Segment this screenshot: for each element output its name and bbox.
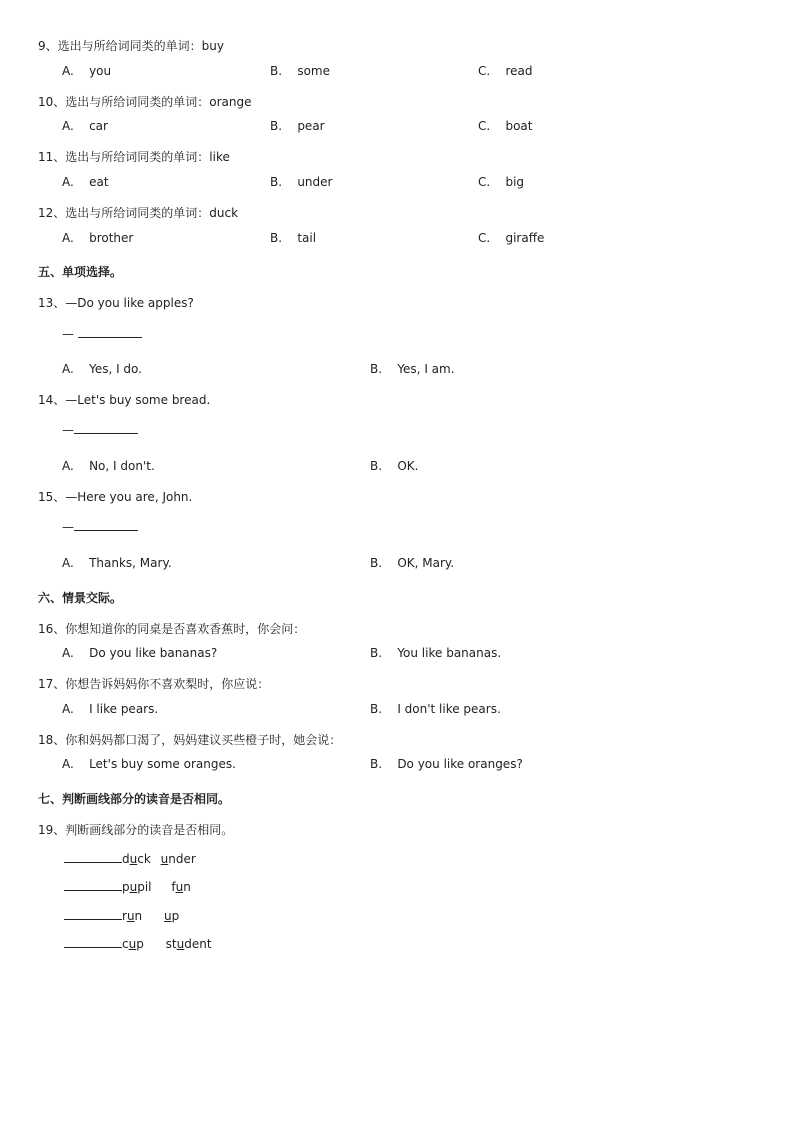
word-part: nder [168, 852, 196, 866]
question-9: 9、选出与所给词同类的单词：buy [38, 39, 224, 53]
underlined-letter: u [126, 909, 135, 923]
section-6-heading: 六、情景交际。 [38, 591, 123, 605]
word-1 [122, 909, 142, 923]
option-text: tail [297, 231, 317, 245]
word-part: d [122, 852, 130, 866]
word-1 [122, 937, 144, 951]
answer-blank[interactable] [74, 422, 138, 434]
option-text: you [89, 64, 112, 78]
word-part: n [183, 880, 191, 894]
option-text: OK. [397, 459, 419, 473]
option-11b[interactable] [270, 174, 332, 190]
option-letter: B. [370, 757, 383, 771]
option-letter: B. [270, 231, 283, 245]
option-10a[interactable] [62, 118, 108, 134]
option-letter: C. [478, 64, 491, 78]
option-text: pear [297, 119, 325, 133]
underlined-letter: u [129, 852, 138, 866]
question-10: 10、选出与所给词同类的单词：orange [38, 95, 252, 109]
option-letter: A. [62, 459, 74, 473]
option-text: brother [89, 231, 134, 245]
option-letter: B. [370, 459, 383, 473]
answer-blank[interactable] [64, 851, 122, 863]
option-text: Let's buy some oranges. [89, 757, 236, 771]
option-letter: C. [478, 231, 491, 245]
word-part: p [171, 909, 180, 923]
word-2 [166, 936, 212, 952]
option-11c[interactable] [478, 174, 524, 190]
option-letter: C. [478, 119, 491, 133]
answer-blank[interactable] [64, 879, 122, 891]
word-2 [171, 879, 190, 895]
option-text: You like bananas. [397, 646, 502, 660]
question-12: 12、选出与所给词同类的单词：duck [38, 206, 239, 220]
option-18a[interactable] [62, 756, 236, 772]
question-19: 19、判断画线部分的读音是否相同。 [38, 823, 234, 837]
option-18b[interactable] [370, 756, 523, 772]
option-12c[interactable] [478, 230, 544, 246]
underlined-letter: u [163, 909, 172, 923]
option-text: OK, Mary. [397, 556, 455, 570]
question-15: 15、—Here you are, John. [38, 490, 193, 504]
option-text: read [505, 64, 533, 78]
underlined-letter: u [176, 937, 185, 951]
word-part: c [122, 937, 129, 951]
phonics-row [64, 908, 179, 924]
option-13a[interactable] [62, 361, 142, 377]
option-9c[interactable] [478, 63, 533, 79]
option-text: car [89, 119, 108, 133]
option-15b[interactable] [370, 555, 454, 571]
option-letter: B. [270, 119, 283, 133]
word-1 [122, 852, 151, 866]
option-letter: A. [62, 757, 74, 771]
option-text: Do you like bananas? [89, 646, 218, 660]
option-letter: A. [62, 646, 74, 660]
option-15a[interactable] [62, 555, 172, 571]
option-text: No, I don't. [89, 459, 155, 473]
option-10c[interactable] [478, 118, 533, 134]
word-part: r [122, 909, 127, 923]
answer-blank[interactable] [74, 519, 138, 531]
option-14a[interactable] [62, 458, 155, 474]
option-letter: B. [370, 362, 383, 376]
question-13: 13、—Do you like apples? [38, 296, 194, 310]
option-text: eat [89, 175, 109, 189]
option-letter: B. [370, 556, 383, 570]
option-letter: A. [62, 702, 74, 716]
word-part: n [134, 909, 143, 923]
option-12a[interactable] [62, 230, 133, 246]
option-letter: A. [62, 231, 74, 245]
option-letter: B. [370, 702, 383, 716]
phonics-row [64, 936, 212, 952]
option-text: under [297, 175, 333, 189]
option-letter: A. [62, 64, 74, 78]
option-16b[interactable] [370, 645, 501, 661]
word-part: p [122, 880, 130, 894]
option-14b[interactable] [370, 458, 418, 474]
question-16: 16、你想知道你的同桌是否喜欢香蕉时，你会问： [38, 622, 306, 636]
underlined-letter: u [128, 937, 137, 951]
option-letter: C. [478, 175, 491, 189]
option-letter: A. [62, 362, 74, 376]
option-9b[interactable] [270, 63, 330, 79]
option-text: big [505, 175, 525, 189]
section-5-heading: 五、单项选择。 [38, 265, 123, 279]
option-text: Yes, I do. [89, 362, 142, 376]
option-9a[interactable] [62, 63, 111, 79]
option-16a[interactable] [62, 645, 217, 661]
option-letter: A. [62, 119, 74, 133]
option-letter: A. [62, 556, 74, 570]
question-18: 18、你和妈妈都口渴了，妈妈建议买些橙子时，她会说： [38, 733, 342, 747]
word-2 [164, 908, 179, 924]
option-12b[interactable] [270, 230, 316, 246]
dash: — [62, 520, 74, 534]
answer-line-13[interactable] [62, 326, 142, 342]
option-text: Do you like oranges? [397, 757, 523, 771]
option-13b[interactable] [370, 361, 455, 377]
option-letter: B. [270, 64, 283, 78]
option-letter: B. [370, 646, 383, 660]
section-7-heading: 七、判断画线部分的读音是否相同。 [38, 792, 231, 806]
dash: — [62, 423, 74, 437]
option-text: giraffe [505, 231, 545, 245]
option-11a[interactable] [62, 174, 109, 190]
option-text: boat [505, 119, 533, 133]
answer-blank[interactable] [64, 936, 122, 948]
word-part: dent [184, 937, 212, 951]
word-part: st [165, 937, 177, 951]
word-part: pil [137, 880, 152, 894]
underlined-letter: u [129, 880, 138, 894]
option-17a[interactable] [62, 701, 158, 717]
question-17: 17、你想告诉妈妈你不喜欢梨时，你应说： [38, 677, 270, 691]
option-17b[interactable] [370, 701, 501, 717]
answer-line-15[interactable] [62, 519, 138, 535]
question-11: 11、选出与所给词同类的单词：like [38, 150, 230, 164]
word-2 [161, 851, 196, 867]
answer-blank[interactable] [78, 326, 142, 338]
option-text: Yes, I am. [397, 362, 455, 376]
question-14: 14、—Let's buy some bread. [38, 393, 211, 407]
word-part: p [136, 937, 144, 951]
dash: — [62, 327, 78, 341]
option-text: I don't like pears. [397, 702, 501, 716]
phonics-row [64, 879, 191, 895]
option-letter: B. [270, 175, 283, 189]
word-1 [122, 880, 152, 894]
answer-blank[interactable] [64, 908, 122, 920]
option-text: some [297, 64, 330, 78]
word-part: f [171, 880, 176, 894]
underlined-letter: u [160, 852, 169, 866]
phonics-row [64, 851, 196, 867]
option-10b[interactable] [270, 118, 325, 134]
option-text: Thanks, Mary. [89, 556, 172, 570]
option-letter: A. [62, 175, 74, 189]
word-part: ck [137, 852, 151, 866]
option-text: I like pears. [89, 702, 159, 716]
underlined-letter: u [175, 880, 184, 894]
answer-line-14[interactable] [62, 422, 138, 438]
